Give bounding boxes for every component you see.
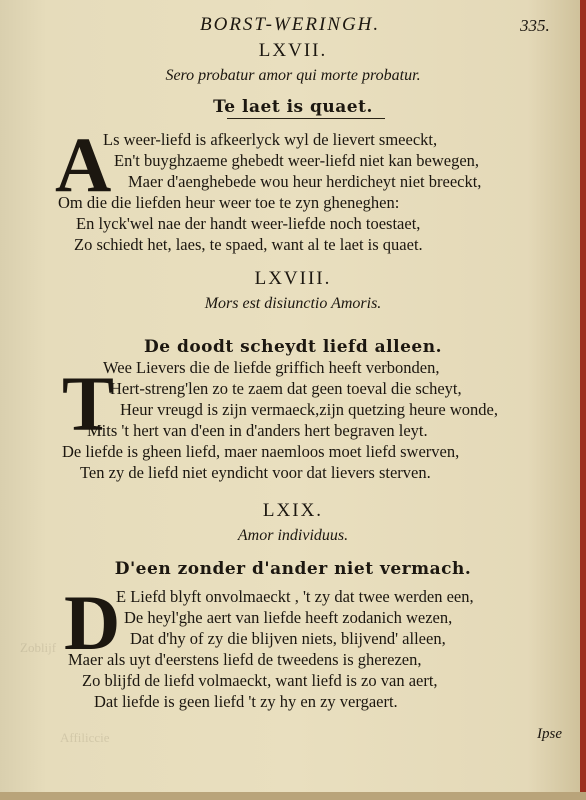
title-underline: [227, 118, 385, 119]
dropcap-letter: T: [62, 360, 115, 447]
verse-line: Zo schiedt het, laes, te spaed, want al te laet is quaet.: [74, 235, 423, 254]
poem-title: Te laet is quaet.: [213, 97, 373, 117]
running-head: BORST-WERINGH.: [200, 14, 381, 35]
page-edge-red: [580, 0, 586, 800]
poem-motto: Amor individuus.: [237, 527, 349, 544]
catchword: Ipse: [537, 726, 562, 742]
poem-motto: Sero probatur amor qui morte probatur.: [165, 67, 421, 84]
verse-line: De heyl'ghe aert van liefde heeft zodanich wezen,: [124, 608, 453, 627]
poem-title: D'een zonder d'ander niet vermach.: [114, 559, 472, 579]
verse-line: De liefde is gheen liefd, maer naemloos moet liefd swerven,: [62, 442, 460, 461]
show-through-text: Affiliccie: [60, 730, 110, 745]
verse-line: Hert-streng'len zo te zaem dat geen toeval die scheyt,: [110, 379, 462, 398]
poem-motto: Mors est disiunctio Amoris.: [204, 295, 382, 312]
verse-line: Ten zy de liefd niet eyndicht voor dat lievers sterven.: [80, 463, 431, 482]
verse-line: Mits 't hert van d'een in d'anders hert begraven leyt.: [87, 421, 428, 440]
show-through-text: Zoblijf: [20, 640, 57, 655]
dropcap-letter: D: [64, 579, 121, 666]
verse-line: Ls weer-liefd is afkeerlyck wyl de lievert smeeckt,: [103, 130, 438, 149]
poem-numeral: LXVII.: [258, 40, 328, 61]
verse-line: E Liefd blyft onvolmaeckt , 't zy dat twee werden een,: [116, 587, 474, 606]
poem-numeral: LXVIII.: [254, 268, 332, 289]
verse-line: En lyck'wel nae der handt weer-liefde noch toestaet,: [76, 214, 421, 233]
verse-line: Heur vreugd is zijn vermaeck,zijn quetzing heure wonde,: [120, 400, 498, 419]
verse-line: Om die die liefden heur weer toe te zyn gheneghen:: [58, 193, 400, 212]
poem-numeral: LXIX.: [262, 500, 324, 521]
page-edge-bottom: [0, 792, 586, 800]
dropcap-letter: A: [55, 121, 112, 208]
verse-line: Maer als uyt d'eerstens liefd de tweedens is gherezen,: [68, 650, 422, 669]
verse-line: Dat d'hy of zy die blijven niets, blijvend' alleen,: [130, 629, 446, 648]
page-number: 335.: [520, 16, 550, 35]
verse-line: En't buyghzaeme ghebedt weer-liefd niet kan bewegen,: [114, 151, 480, 170]
poem-title: De doodt scheydt liefd alleen.: [143, 337, 443, 357]
verse-line: Maer d'aenghebede wou heur herdicheyt niet breeckt,: [128, 172, 482, 191]
page-header: [0, 14, 586, 38]
verse-line: Dat liefde is geen liefd 't zy hy en zy vergaert.: [94, 692, 398, 711]
verse-line: Zo blijfd de liefd volmaeckt, want liefd is zo van aert,: [82, 671, 438, 690]
verse-line: Wee Lievers die de liefde griffich heeft verbonden,: [103, 358, 440, 377]
